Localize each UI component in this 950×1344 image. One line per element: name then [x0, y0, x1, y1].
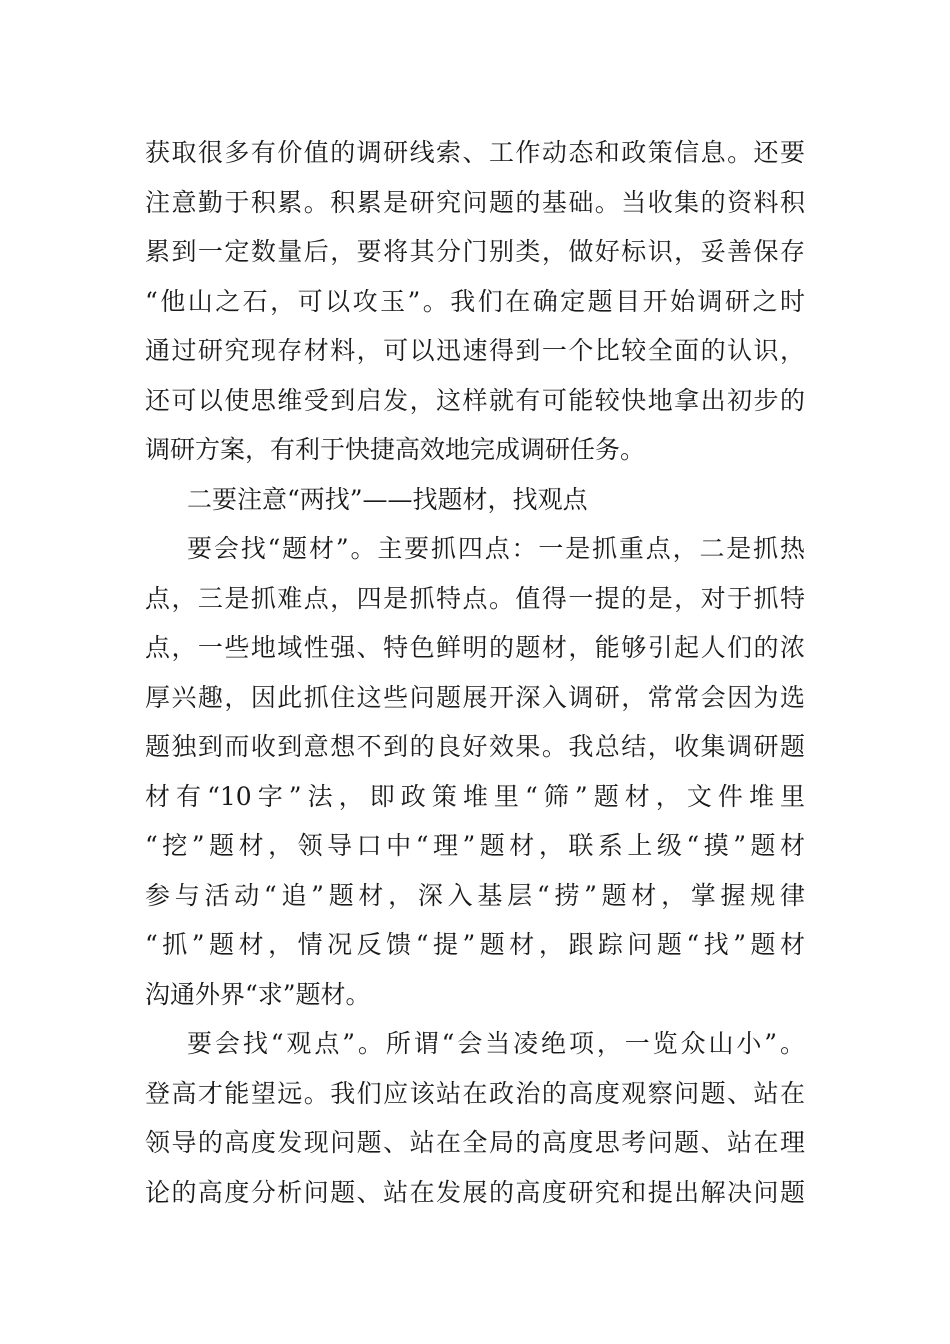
text-line: “挖”题材，领导口中“理”题材，联系上级“摸”题材 [145, 831, 805, 860]
text-line: “抓”题材，情况反馈“提”题材，跟踪问题“找”题材 [145, 930, 805, 959]
section-heading: 二要注意“两找”——找题材，找观点 [187, 484, 588, 514]
text-line: 材有“10字”法，即政策堆里“筛”题材，文件堆里 [145, 781, 805, 811]
text-line: 点，一些地域性强、特色鲜明的题材，能够引起人们的浓 [145, 633, 805, 662]
text-line: 沟通外界“求”题材。 [145, 979, 371, 1009]
text-line: 厚兴趣，因此抓住这些问题展开深入调研，常常会因为选 [145, 682, 805, 712]
text-line: 通过研究现存材料，可以迅速得到一个比较全面的认识， [145, 336, 805, 365]
text-line: “他山之石，可以攻玉”。我们在确定题目开始调研之时 [145, 286, 805, 316]
text-line: 参与活动“追”题材，深入基层“捞”题材，掌握规律 [145, 880, 805, 910]
text-line: 获取很多有价值的调研线索、工作动态和政策信息。还要 [145, 138, 805, 167]
text-line: 领导的高度发现问题、站在全局的高度思考问题、站在理 [145, 1128, 805, 1157]
text-line: 要会找“观点”。所谓“会当凌绝项，一览众山小”。 [187, 1029, 805, 1058]
text-line: 论的高度分析问题、站在发展的高度研究和提出解决问题 [145, 1177, 805, 1207]
text-line: 还可以使思维受到启发，这样就有可能较快地拿出初步的 [145, 385, 805, 415]
body-text [145, 128, 805, 1217]
text-line: 注意勤于积累。积累是研究问题的基础。当收集的资料积 [145, 187, 805, 217]
text-line: 累到一定数量后，要将其分门别类，做好标识，妥善保存 [145, 237, 805, 266]
text-line: 要会找“题材”。主要抓四点：一是抓重点，二是抓热 [187, 534, 805, 563]
text-line: 登高才能望远。我们应该站在政治的高度观察问题、站在 [145, 1078, 805, 1108]
text-line: 调研方案，有利于快捷高效地完成调研任务。 [145, 435, 646, 464]
text-line: 点，三是抓难点，四是抓特点。值得一提的是，对于抓特 [145, 583, 805, 613]
text-line: 题独到而收到意想不到的良好效果。我总结，收集调研题 [145, 732, 805, 761]
